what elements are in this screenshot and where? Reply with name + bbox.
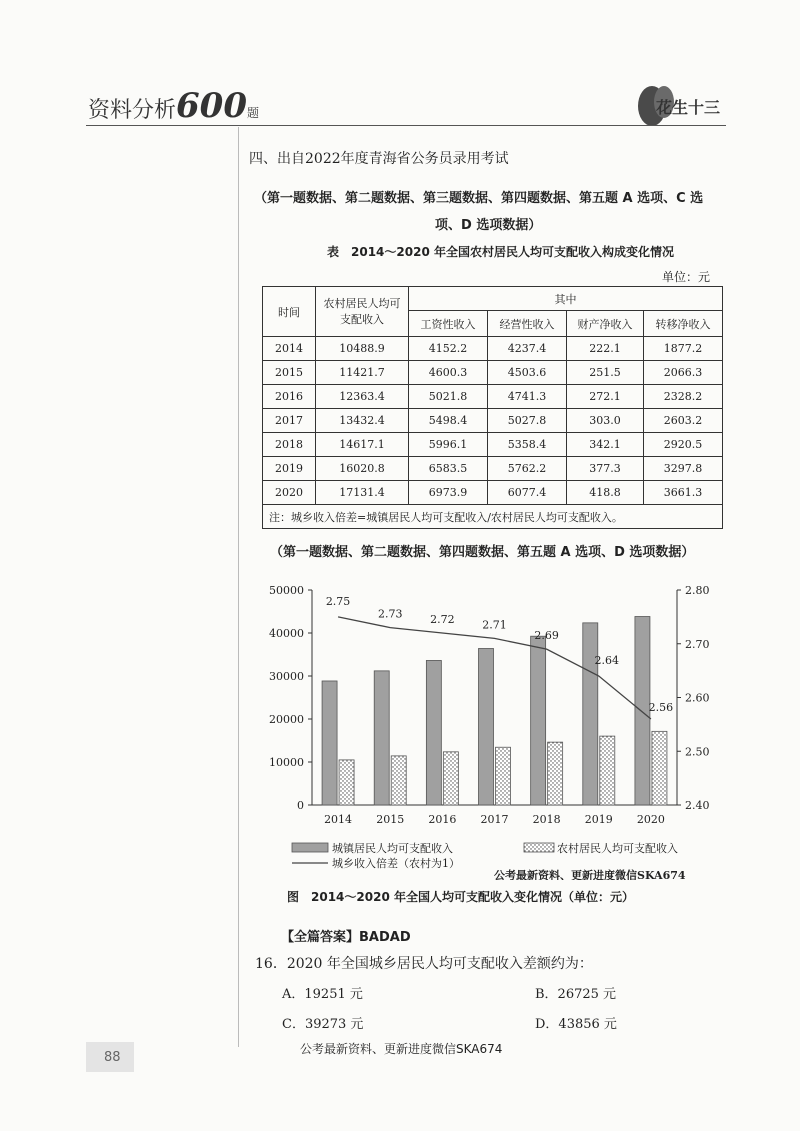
- table-cell: 222.1: [567, 337, 644, 361]
- col-header-group: 其中: [409, 287, 723, 311]
- urban-bar: [322, 681, 337, 805]
- table-cell: 5498.4: [409, 409, 488, 433]
- option-d: D．43856 元: [535, 1017, 617, 1032]
- x-tick-label: 2014: [324, 813, 353, 826]
- ratio-data-label: 2.56: [648, 701, 674, 714]
- left-tick-label: 20000: [269, 713, 304, 726]
- table-cell: 2018: [263, 433, 316, 457]
- table-cell: 5021.8: [409, 385, 488, 409]
- ratio-data-label: 2.71: [482, 618, 507, 632]
- table-cell: 4600.3: [409, 361, 488, 385]
- table-cell: 342.1: [567, 433, 644, 457]
- section-subtitle-line1: （第一题数据、第二题数据、第三题数据、第四题数据、第五题 A 选项、C 选: [254, 191, 704, 206]
- urban-bar: [531, 636, 546, 805]
- x-tick-label: 2019: [584, 813, 613, 826]
- table-cell: 6077.4: [488, 481, 567, 505]
- ratio-data-label: 2.73: [377, 607, 403, 621]
- x-tick-label: 2018: [532, 813, 561, 826]
- book-title-prefix: 资料分析: [88, 98, 177, 123]
- col-header-time: 时间: [263, 287, 316, 337]
- table-row: [263, 337, 723, 361]
- rural-bar: [443, 752, 458, 805]
- col-header-business: 经营性收入: [488, 311, 567, 337]
- table-cell: 5358.4: [488, 433, 567, 457]
- col-header-property: 财产净收入: [567, 311, 644, 337]
- rural-bar: [652, 731, 667, 805]
- table-cell: 303.0: [567, 409, 644, 433]
- table-cell: 377.3: [567, 457, 644, 481]
- table-cell: 4503.6: [488, 361, 567, 385]
- option-c: C．39273 元: [282, 1017, 364, 1032]
- ratio-data-label: 2.64: [594, 654, 620, 667]
- urban-bar: [635, 617, 650, 805]
- table-cell: 251.5: [567, 361, 644, 385]
- table-cell: 4741.3: [488, 385, 567, 409]
- right-tick-label: 2.50: [685, 745, 710, 759]
- table-cell: 10488.9: [316, 337, 409, 361]
- book-title-suffix: 题: [247, 106, 260, 120]
- table-cell: 2020: [263, 481, 316, 505]
- table-cell: 12363.4: [316, 385, 409, 409]
- figure-caption: 图 2014～2020 年全国人均可支配收入变化情况（单位：元）: [287, 890, 634, 904]
- ratio-data-label: 2.69: [534, 629, 559, 643]
- table-cell: 2603.2: [644, 409, 723, 433]
- right-tick-label: 2.40: [685, 799, 710, 812]
- left-tick-label: 10000: [269, 756, 304, 769]
- table-cell: 2328.2: [644, 385, 723, 409]
- col-header-total: 农村居民人均可支配收入: [316, 287, 409, 337]
- table-cell: 4237.4: [488, 337, 567, 361]
- table-cell: 418.8: [567, 481, 644, 505]
- legend-rural-label: 农村居民人均可支配收入: [557, 842, 678, 855]
- table-cell: 11421.7: [316, 361, 409, 385]
- left-tick-label: 50000: [269, 584, 304, 597]
- right-tick-label: 2.60: [685, 691, 710, 705]
- question-stem: 16．2020 年全国城乡居民人均可支配收入差额约为：: [255, 956, 593, 972]
- urban-bar: [374, 671, 389, 805]
- table-row: [263, 433, 723, 457]
- table-cell: 1877.2: [644, 337, 723, 361]
- table-row: [263, 457, 723, 481]
- left-tick-label: 40000: [269, 627, 304, 640]
- book-title-number: 600: [176, 86, 247, 126]
- book-title: [88, 86, 259, 126]
- table-row: [263, 481, 723, 505]
- right-tick-label: 2.70: [685, 637, 710, 651]
- table-note: 注：城乡收入倍差=城镇居民人均可支配收入/农村居民人均可支配收入。: [263, 505, 723, 529]
- table-cell: 2015: [263, 361, 316, 385]
- table-row: [263, 409, 723, 433]
- ratio-data-label: 2.72: [430, 613, 455, 626]
- ratio-data-label: 2.75: [325, 594, 351, 608]
- left-tick-label: 30000: [269, 670, 304, 683]
- header-divider: [86, 125, 726, 126]
- rural-bar: [548, 742, 563, 805]
- chart-watermark: 公考最新资料、更新进度微信SKA674: [494, 869, 686, 880]
- rural-bar: [496, 747, 511, 805]
- table-row: [263, 385, 723, 409]
- urban-bar: [479, 648, 494, 805]
- chart-subtitle: （第一题数据、第二题数据、第四题数据、第五题 A 选项、D 选项数据）: [270, 545, 695, 560]
- urban-bar: [426, 660, 441, 805]
- x-tick-label: 2020: [636, 813, 665, 826]
- table-cell: 6583.5: [409, 457, 488, 481]
- table-cell: 5762.2: [488, 457, 567, 481]
- table-title: 表 2014～2020 年全国农村居民人均可支配收入构成变化情况: [327, 245, 674, 259]
- x-tick-label: 2015: [376, 813, 405, 826]
- table-cell: 2014: [263, 337, 316, 361]
- left-tick-label: 0: [297, 799, 304, 812]
- income-chart: [262, 580, 732, 880]
- table-cell: 5996.1: [409, 433, 488, 457]
- table-cell: 13432.4: [316, 409, 409, 433]
- col-header-wage: 工资性收入: [409, 311, 488, 337]
- section-title: 四、出自2022年度青海省公务员录用考试: [249, 151, 509, 167]
- right-tick-label: 2.80: [685, 584, 710, 597]
- section-subtitle-line2: 项、D 选项数据）: [435, 218, 542, 233]
- table-cell: 272.1: [567, 385, 644, 409]
- table-cell: 16020.8: [316, 457, 409, 481]
- option-a: A．19251 元: [282, 987, 363, 1002]
- table-cell: 2920.5: [644, 433, 723, 457]
- answer-key: 【全篇答案】BADAD: [281, 930, 411, 945]
- rural-bar: [391, 756, 406, 805]
- legend-urban-swatch: [292, 843, 328, 852]
- table-cell: 3297.8: [644, 457, 723, 481]
- urban-bar: [583, 623, 598, 805]
- table-cell: 2066.3: [644, 361, 723, 385]
- x-tick-label: 2016: [428, 813, 457, 826]
- legend-urban-label: 城镇居民人均可支配收入: [332, 842, 453, 855]
- page-number: 88: [104, 1050, 121, 1065]
- rural-bar: [339, 760, 354, 805]
- rural-bar: [600, 736, 615, 805]
- table-cell: 2017: [263, 409, 316, 433]
- table-row: [263, 361, 723, 385]
- brand-name: 花生十三: [656, 98, 721, 117]
- legend-rural-swatch: [524, 843, 554, 852]
- table-cell: 6973.9: [409, 481, 488, 505]
- table-cell: 14617.1: [316, 433, 409, 457]
- legend-ratio-label: 城乡收入倍差（农村为1）: [332, 857, 460, 870]
- footer-watermark: 公考最新资料、更新进度微信SKA674: [300, 1042, 503, 1056]
- option-b: B．26725 元: [535, 987, 617, 1002]
- table-cell: 3661.3: [644, 481, 723, 505]
- table-cell: 4152.2: [409, 337, 488, 361]
- table-unit: 单位：元: [662, 270, 711, 284]
- table-cell: 5027.8: [488, 409, 567, 433]
- income-table: [262, 286, 723, 529]
- table-cell: 2019: [263, 457, 316, 481]
- table-cell: 2016: [263, 385, 316, 409]
- col-header-transfer: 转移净收入: [644, 311, 723, 337]
- x-tick-label: 2017: [480, 813, 509, 826]
- margin-divider: [238, 127, 239, 1047]
- table-cell: 17131.4: [316, 481, 409, 505]
